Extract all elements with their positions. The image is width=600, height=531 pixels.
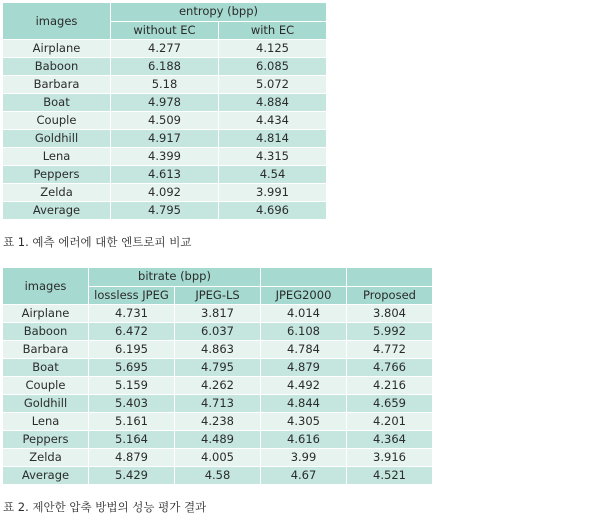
row-label: Lena (3, 148, 111, 166)
row-label: Airplane (3, 40, 111, 58)
cell-value: 4.613 (111, 166, 219, 184)
cell-value: 4.795 (175, 359, 261, 377)
cell-value: 4.315 (219, 148, 327, 166)
row-label: Baboon (3, 58, 111, 76)
cell-value: 4.616 (261, 431, 347, 449)
table-row (3, 467, 433, 485)
table2-caption: 표 2. 제안한 압축 방법의 성능 평가 결과 (3, 500, 207, 514)
cell-value: 4.005 (175, 449, 261, 467)
table2-col-header: Proposed (347, 286, 433, 305)
table2-corner-header: images (3, 268, 89, 305)
table-row (3, 431, 433, 449)
cell-value: 4.772 (347, 341, 433, 359)
cell-value: 4.277 (111, 40, 219, 58)
row-label: Barbara (3, 341, 89, 359)
cell-value: 6.472 (89, 323, 175, 341)
table2-col-header: lossless JPEG (89, 286, 175, 305)
table1-col-header: with EC (219, 21, 327, 40)
row-label: Goldhill (3, 130, 111, 148)
row-label: Airplane (3, 305, 89, 323)
cell-value: 5.164 (89, 431, 175, 449)
row-label: Peppers (3, 431, 89, 449)
cell-value: 5.992 (347, 323, 433, 341)
cell-value: 4.238 (175, 413, 261, 431)
row-label: Average (3, 467, 89, 485)
cell-value: 4.54 (219, 166, 327, 184)
table1-group-header: entropy (bpp) (111, 3, 327, 22)
cell-value: 3.817 (175, 305, 261, 323)
table-row (3, 184, 327, 202)
row-label: Boat (3, 94, 111, 112)
cell-value: 4.364 (347, 431, 433, 449)
cell-value: 3.804 (347, 305, 433, 323)
cell-value: 4.305 (261, 413, 347, 431)
table-row (3, 40, 327, 58)
row-label: Zelda (3, 184, 111, 202)
cell-value: 4.795 (111, 202, 219, 220)
table-row (3, 413, 433, 431)
cell-value: 4.521 (347, 467, 433, 485)
cell-value: 4.092 (111, 184, 219, 202)
table1-caption: 표 1. 예측 에러에 대한 엔트로피 비교 (3, 235, 192, 249)
cell-value: 4.659 (347, 395, 433, 413)
cell-value: 4.917 (111, 130, 219, 148)
cell-value: 4.216 (347, 377, 433, 395)
row-label: Barbara (3, 76, 111, 94)
cell-value: 5.18 (111, 76, 219, 94)
cell-value: 6.188 (111, 58, 219, 76)
cell-value: 4.67 (261, 467, 347, 485)
table-row (3, 341, 433, 359)
row-label: Couple (3, 112, 111, 130)
cell-value: 4.784 (261, 341, 347, 359)
table1-col-header: without EC (111, 21, 219, 40)
cell-value: 4.766 (347, 359, 433, 377)
table1-corner-header: images (3, 3, 111, 40)
table-row (3, 202, 327, 220)
row-label: Peppers (3, 166, 111, 184)
cell-value: 5.403 (89, 395, 175, 413)
table-row (3, 76, 327, 94)
cell-value: 4.262 (175, 377, 261, 395)
cell-value: 4.814 (219, 130, 327, 148)
cell-value: 3.991 (219, 184, 327, 202)
cell-value: 4.489 (175, 431, 261, 449)
row-label: Goldhill (3, 395, 89, 413)
cell-value: 4.863 (175, 341, 261, 359)
cell-value: 6.085 (219, 58, 327, 76)
table2-group-header: bitrate (bpp) (89, 268, 261, 287)
entropy-table (2, 2, 327, 220)
cell-value: 6.195 (89, 341, 175, 359)
cell-value: 4.201 (347, 413, 433, 431)
table-row (3, 305, 433, 323)
cell-value: 4.879 (261, 359, 347, 377)
table-row (3, 130, 327, 148)
cell-value: 3.916 (347, 449, 433, 467)
cell-value: 3.99 (261, 449, 347, 467)
cell-value: 6.108 (261, 323, 347, 341)
cell-value: 4.492 (261, 377, 347, 395)
table2-col-header: JPEG2000 (261, 286, 347, 305)
cell-value: 4.434 (219, 112, 327, 130)
cell-value: 5.429 (89, 467, 175, 485)
table-row (3, 377, 433, 395)
cell-value: 5.695 (89, 359, 175, 377)
table-row (3, 166, 327, 184)
cell-value: 4.879 (89, 449, 175, 467)
cell-value: 5.072 (219, 76, 327, 94)
row-label: Zelda (3, 449, 89, 467)
cell-value: 4.014 (261, 305, 347, 323)
bitrate-table (2, 267, 433, 485)
row-label: Boat (3, 359, 89, 377)
table-row (3, 58, 327, 76)
table-row (3, 395, 433, 413)
cell-value: 4.844 (261, 395, 347, 413)
table2-empty-header (261, 268, 347, 287)
table2-col-header: JPEG-LS (175, 286, 261, 305)
cell-value: 4.713 (175, 395, 261, 413)
table2-empty-header (347, 268, 433, 287)
cell-value: 4.125 (219, 40, 327, 58)
cell-value: 4.696 (219, 202, 327, 220)
cell-value: 4.399 (111, 148, 219, 166)
cell-value: 4.509 (111, 112, 219, 130)
table-row (3, 359, 433, 377)
row-label: Average (3, 202, 111, 220)
table-row (3, 148, 327, 166)
cell-value: 5.161 (89, 413, 175, 431)
row-label: Couple (3, 377, 89, 395)
table-row (3, 112, 327, 130)
cell-value: 5.159 (89, 377, 175, 395)
cell-value: 6.037 (175, 323, 261, 341)
table-row (3, 323, 433, 341)
cell-value: 4.58 (175, 467, 261, 485)
cell-value: 4.884 (219, 94, 327, 112)
row-label: Lena (3, 413, 89, 431)
cell-value: 4.731 (89, 305, 175, 323)
cell-value: 4.978 (111, 94, 219, 112)
table-row (3, 449, 433, 467)
table-row (3, 94, 327, 112)
row-label: Baboon (3, 323, 89, 341)
